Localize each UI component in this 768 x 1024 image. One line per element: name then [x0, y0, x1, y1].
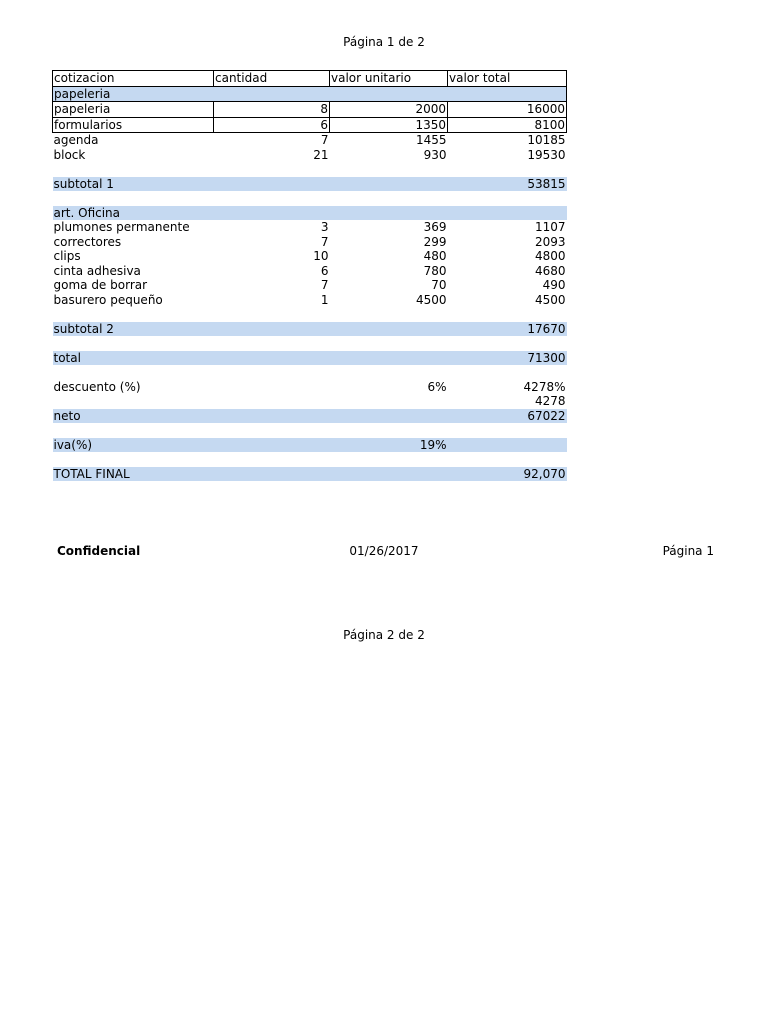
descuento-value-pct: 4278% — [523, 379, 566, 394]
item-unit: 1350 — [330, 117, 448, 133]
page-1-header: Página 1 de 2 — [343, 35, 425, 49]
item-name: goma de borrar — [53, 278, 148, 292]
subtotal-2-label: subtotal 2 — [53, 322, 214, 337]
descuento-rate: 6% — [427, 379, 447, 394]
item-name: correctores — [53, 234, 122, 249]
section-row-papeleria — [53, 86, 567, 102]
total-row — [53, 351, 567, 366]
table-row — [53, 148, 567, 163]
item-total: 10185 — [527, 133, 566, 147]
item-name: basurero pequeño — [53, 292, 163, 307]
item-total: 4500 — [534, 292, 566, 307]
table-row — [53, 220, 567, 235]
table-row — [53, 278, 567, 293]
item-name: plumones permanente — [53, 220, 190, 234]
item-qty: 7 — [320, 133, 329, 147]
item-name: cinta adhesiva — [53, 263, 141, 278]
item-unit: 299 — [423, 234, 447, 249]
total-label: total — [53, 351, 214, 366]
item-unit: 780 — [423, 263, 447, 278]
item-qty: 1 — [320, 292, 329, 307]
table-row — [53, 293, 567, 308]
section-label: art. Oficina — [53, 206, 214, 221]
total-final-label: TOTAL FINAL — [53, 467, 214, 482]
descuento-row — [53, 380, 567, 395]
iva-row — [53, 438, 567, 453]
item-unit: 930 — [423, 147, 447, 162]
neto-row — [53, 409, 567, 424]
col-header-valor-total: valor total — [448, 71, 567, 87]
footer-date: 01/26/2017 — [349, 544, 419, 558]
item-qty: 10 — [313, 249, 329, 263]
table-row — [53, 133, 567, 148]
total-final-row — [53, 467, 567, 482]
table-row — [53, 235, 567, 250]
subtotal-2-value: 17670 — [448, 322, 567, 337]
col-header-cantidad: cantidad — [214, 71, 330, 87]
item-total: 16000 — [448, 102, 567, 118]
item-qty: 21 — [313, 147, 329, 162]
item-name: block — [53, 147, 86, 162]
item-unit: 369 — [423, 220, 447, 234]
item-total: 490 — [542, 278, 566, 292]
descuento-label: descuento (%) — [53, 379, 141, 394]
item-total: 4800 — [534, 249, 566, 263]
item-name: papeleria — [53, 102, 214, 118]
item-total: 8100 — [448, 117, 567, 133]
neto-value: 67022 — [448, 409, 567, 424]
subtotal-1-row — [53, 177, 567, 192]
footer-confidential: Confidencial — [57, 544, 141, 558]
total-final-value: 92,070 — [448, 467, 567, 482]
item-qty: 6 — [320, 263, 329, 278]
item-name: clips — [53, 249, 81, 263]
item-unit: 70 — [431, 278, 447, 292]
item-total: 1107 — [534, 220, 566, 234]
item-qty: 7 — [320, 234, 329, 249]
section-row-art-oficina — [53, 206, 567, 221]
footer-page: Página 1 — [662, 544, 714, 558]
neto-label: neto — [53, 409, 214, 424]
subtotal-1-label: subtotal 1 — [53, 177, 214, 192]
quotation-table — [52, 70, 567, 481]
subtotal-1-value: 53815 — [448, 177, 567, 192]
item-unit: 2000 — [330, 102, 448, 118]
item-unit: 1455 — [415, 133, 447, 147]
item-name: formularios — [53, 117, 214, 133]
table-row — [53, 249, 567, 264]
item-total: 2093 — [534, 234, 566, 249]
col-header-cotizacion: cotizacion — [53, 71, 214, 87]
item-name: agenda — [53, 133, 99, 147]
item-qty: 6 — [214, 117, 330, 133]
iva-label: iva(%) — [53, 438, 214, 453]
subtotal-2-row — [53, 322, 567, 337]
col-header-valor-unitario: valor unitario — [330, 71, 448, 87]
total-value: 71300 — [448, 351, 567, 366]
descuento-value: 4278 — [534, 394, 566, 408]
item-unit: 4500 — [415, 292, 447, 307]
item-qty: 8 — [214, 102, 330, 118]
item-total: 19530 — [527, 147, 566, 162]
item-total: 4680 — [534, 263, 566, 278]
page-2-header: Página 2 de 2 — [343, 628, 425, 642]
item-qty: 7 — [320, 278, 329, 292]
descuento-amount-row — [53, 394, 567, 409]
table-row — [53, 117, 567, 133]
item-qty: 3 — [320, 220, 329, 234]
table-row — [53, 264, 567, 279]
table-row — [53, 102, 567, 118]
header-row — [53, 71, 567, 87]
section-label: papeleria — [53, 86, 214, 102]
item-unit: 480 — [423, 249, 447, 263]
iva-rate: 19% — [330, 438, 448, 453]
